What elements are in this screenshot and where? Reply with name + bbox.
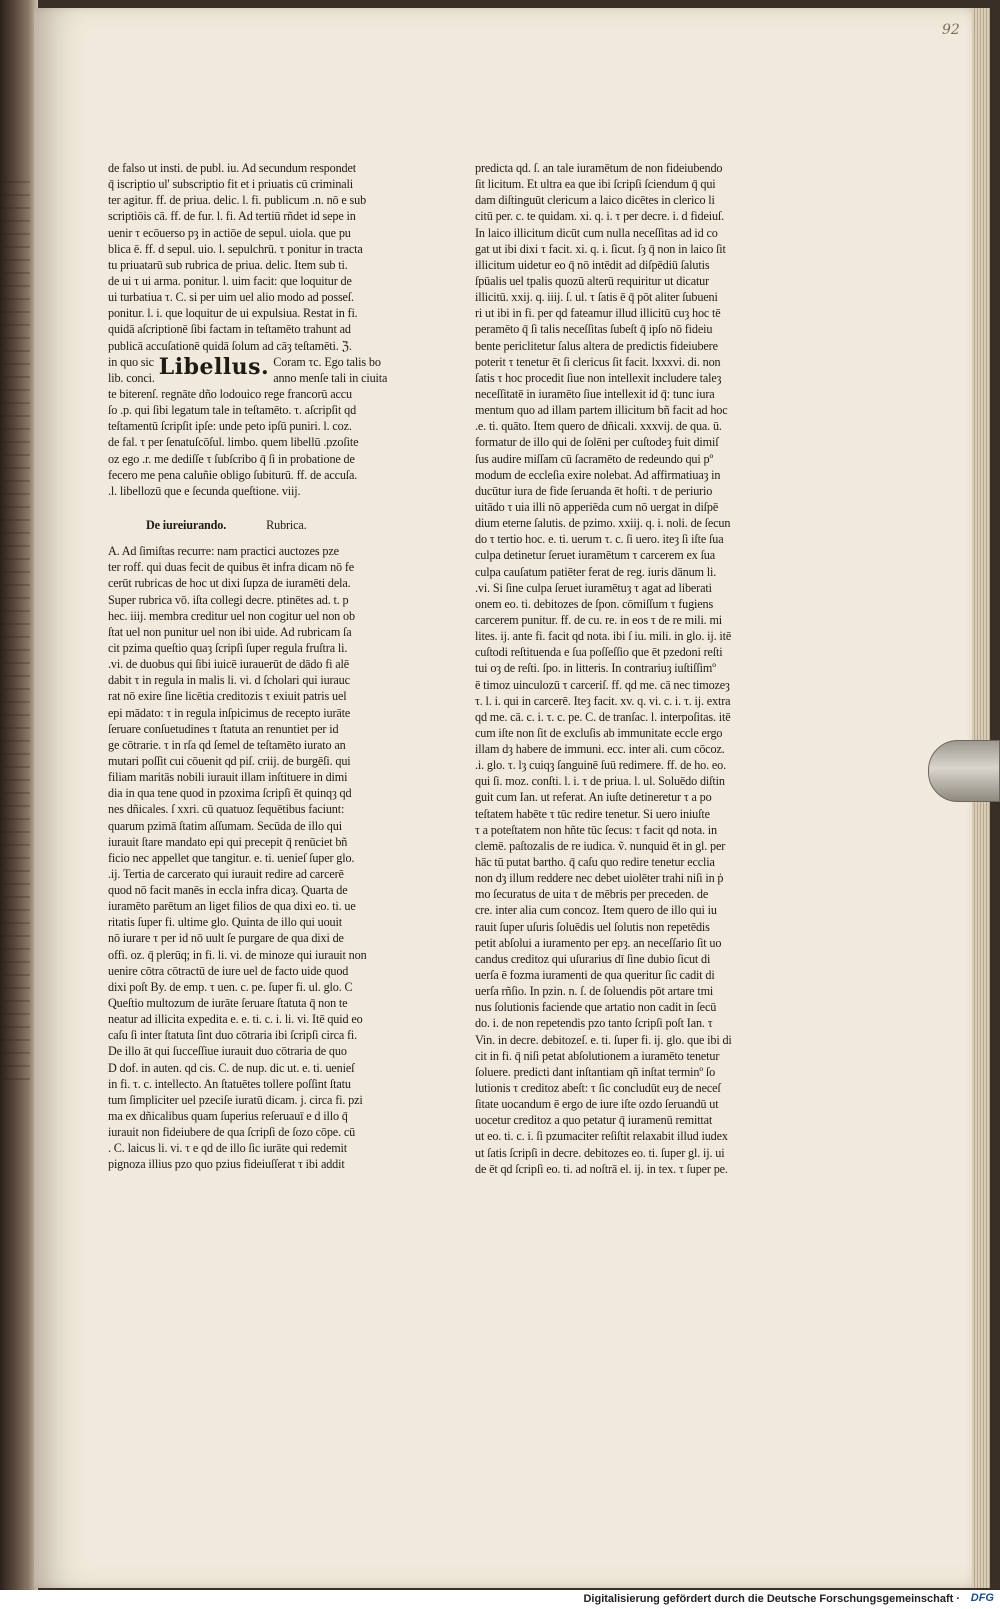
- text-line: lutionis τ creditoz abeſt: τ ſic concludūt euȝ de neceſ: [475, 1081, 721, 1096]
- text-line: teſtamentū ſcripſit ipſe: unde peto ipſū puniri. l. coz.: [108, 419, 352, 434]
- footer-bar: [0, 1590, 1000, 1609]
- text-line: guit cum Ian. ut referat. An iuſte detineretur τ a po: [475, 790, 712, 805]
- text-line: qd me. cā. c. i. τ. c. pe. C. de tranſac. l. interpoſitas. itē: [475, 709, 731, 724]
- text-line: ge cōtrarie. τ in rſa qd ſemel de teſtamēto iurato an: [108, 737, 346, 752]
- text-line: . C. laicus li. vi. τ e qd de illo ſic iurāte qui redemit: [108, 1141, 348, 1156]
- text-line: ri ut ibi in fi. per qd fateamur illud illicitū cuȝ hoc tē: [475, 306, 721, 321]
- text-line: D dof. in auten. qd cis. C. de nup. dic ut. e. ti. uenieſ: [108, 1060, 355, 1075]
- text-line: A. Ad ſimiſtas recurre: nam practici auctozes pze: [108, 544, 339, 559]
- text-line: de falso ut insti. de publ. iu. Ad secundum respondet: [108, 161, 356, 175]
- text-line: scriptiōis cā. ff. de fur. l. fi. Ad tertiū rñdet id sepe in: [108, 209, 356, 224]
- text-line: do τ tertio hoc. e. ti. uerum τ. c. ſi uero. iteȝ ſi iſte ſua: [475, 532, 724, 547]
- text-line: teſtatem habēte τ tūc redire tenetur. Si uero iniuſte: [475, 806, 710, 821]
- dfg-logo: DFG: [970, 1592, 994, 1604]
- text-line: ficio nec appellet que tangitur. e. ti. uenieſ ſuper glo.: [108, 850, 355, 865]
- left-body-text: [108, 543, 398, 1172]
- text-line: caſu ſi inter ſtatuta ſint duo cōtraria ibi ſcripſi circa fi.: [108, 1028, 358, 1043]
- right-text-column: [475, 160, 765, 1177]
- book-clasp: [928, 740, 1000, 802]
- text-line: rat nō exire ſine licētia creditozis τ exiuit patris uel: [108, 689, 347, 704]
- text-line: in quo sic: [108, 354, 154, 369]
- text-line: gat ut ibi dixi τ facit. xi. q. i. ſicut. ſȝ q̄ non in laico ſit: [475, 241, 726, 256]
- text-line: blica ē. ff. d sepul. uio. l. sepulchrū. τ ponitur in tracta: [108, 241, 363, 256]
- text-line: illicitum uidetur eo q̄ nō intēdit ad diſpēdiū ſalutis: [475, 257, 710, 272]
- text-line: cit pzima queſtio quaȝ ſcripſi ſuper regula fruſtra li.: [108, 640, 348, 655]
- text-line: dixi poſt By. de emp. τ uen. c. pe. ſuper fi. ul. glo. C: [108, 979, 353, 994]
- text-line: uerſa ē fozma iuramenti de qua queritur ſic cadit di: [475, 968, 715, 983]
- text-line: pignoza illius pzo quo pzius fideiuſſerat τ ibi addit: [108, 1157, 345, 1172]
- text-line: ſtat uel non punitur uel non ibi uide. Ad rubricam ſa: [108, 624, 352, 639]
- text-line: ſit licitum. Et ultra ea que ibi ſcripſi ſciendum q̄ qui: [475, 177, 716, 192]
- section-heading: [146, 517, 398, 533]
- text-line: uitādo τ uia illi nō apperiēda cum nō uergat in diſpē: [475, 499, 719, 514]
- text-line: .e. ti. quāto. Item quero de dñicali. xxxvij. de qua. ū.: [475, 419, 722, 434]
- facing-page-text: [0, 180, 30, 1080]
- text-line: de ēt qd ſcripſi eo. ti. ad noſtrā el. ij. in tex. τ ſuper pe.: [475, 1161, 728, 1176]
- text-line: culpa cauſatum patiēter ferat de reg. iuris dānum li.: [475, 564, 717, 579]
- left-text-column: [108, 160, 398, 1173]
- text-line: Coram τc. Ego talis bo: [273, 354, 381, 369]
- text-line: .l. libellozū que e ſecunda queſtione. viij.: [108, 483, 301, 498]
- text-line: ſeruare conſuetudines τ ſtatuta an renuntiet per id: [108, 721, 339, 736]
- text-line: nō iurare τ per id nō uult ſe purgare de qua dixi de: [108, 931, 344, 946]
- text-line: quod nō facit manēs in eccla infra dicaȝ. Quarta de: [108, 883, 348, 898]
- text-line: cre. inter alia cum concoz. Item quero de illo qui iu: [475, 903, 717, 918]
- text-line: hāc tū putat bartho. q̄ caſu quo redire tenetur ecclia: [475, 855, 715, 870]
- text-line: uenire cōtra cōtractū de iure uel de facto uide quod: [108, 963, 349, 978]
- text-line: rauit ſuper uſuris ſoluēdis uel ſolutis non repetēdis: [475, 919, 710, 934]
- text-line: dium eterne ſalutis. de pzimo. xxiij. q. i. noli. de ſecun: [475, 516, 731, 531]
- text-line: fecero me pena caluñie obligo ſubiturū. ff. de accuſa.: [108, 467, 358, 482]
- text-line: nus ſolutionis faciende que artatio non cadit in ſecū: [475, 1000, 717, 1015]
- text-line: ritatis ſuper fi. ultime glo. Quinta de illo qui uouit: [108, 915, 342, 930]
- text-line: dam diſtinguūt clericum a laico dicētes in clerico li: [475, 193, 715, 208]
- text-line: uenir τ ecōuerso pȝ in actiōe de sepul. uiola. que pu: [108, 225, 351, 240]
- heading-title: De iureiurando.: [146, 517, 227, 532]
- left-top-block: [108, 160, 398, 354]
- text-line: ut eo. ti. c. i. ſi pzumaciter reſiſtit relaxabit illud iudex: [475, 1129, 728, 1144]
- text-line: culpa detinetur ſeruet iuramētum τ carcerem ex ſua: [475, 548, 716, 563]
- text-line: iurauit non fideiubere de qua ſcripſi de ſozo cōpe. cū: [108, 1125, 356, 1140]
- text-line: poterit τ tenetur ēt ſi clericus ſit facit. lxxxvi. di. non: [475, 354, 721, 369]
- text-line: neatur ad illicita expedita e. e. ti. c. i. li. vi. Itē quid eo: [108, 1012, 363, 1027]
- libellus-block: [108, 354, 398, 386]
- text-line: de ui τ ui arma. ponitur. l. uim facit: que loquitur de: [108, 273, 352, 288]
- funding-credit: Digitalisierung gefördert durch die Deutsche Forschungsgemeinschaft ·: [583, 1593, 960, 1605]
- text-line: tui oȝ de reſti. ſpo. in litteris. In contrariuȝ iuſtiſſimº: [475, 661, 716, 676]
- text-line: ut ſatis ſcripſi in decre. debitozes eo. ti. ſuper gl. ij. ui: [475, 1145, 725, 1160]
- text-line: dia in qua tene quod in pzoxima ſcripſi ēt quinqȝ qd: [108, 786, 352, 801]
- text-line: epi mādato: τ in regula inſpicimus de recepto iurāte: [108, 705, 351, 720]
- text-line: iuramēto parētum an liget filios de qua dixi eo. ti. ue: [108, 899, 356, 914]
- text-line: de fal. τ per ſenatuſcōſul. limbo. quem libellū .pzoſite: [108, 435, 359, 450]
- text-line: lites. ij. ante fi. facit qd nota. ibi ſ iu. mili. in glo. ij. itē: [475, 629, 732, 644]
- text-line: In laico illicitum dicūt cum nulla neceſſitas ad id co: [475, 225, 718, 240]
- text-line: quarum pzimā ſtatim aſſumam. Secūda de illo qui: [108, 818, 342, 833]
- text-line: ſatis τ hoc procedit ſiue non intellexit includere taleȝ: [475, 370, 722, 385]
- text-line: offi. oz. q̄ plerūq; in fi. li. vi. de minoze qui iurauit non: [108, 947, 367, 962]
- text-line: ducūtur iura de fide ſeruanda ēt hoſti. τ de periurio: [475, 483, 713, 498]
- heading-rubric: Rubrica.: [266, 517, 307, 532]
- text-line: ſus audire miſſam cū ſacramēto de redeundo qui pº: [475, 451, 714, 466]
- text-line: in fi. τ. c. intellecto. An ſtatuētes tollere poſſint ſtatu: [108, 1076, 351, 1091]
- text-line: neceſſitatē in iuramēto ſiue intellexit id q̄: tunc iura: [475, 386, 715, 401]
- text-line: mentum quo ad illam partem illicitum bñ facit ad hoc: [475, 403, 728, 418]
- text-line: illicitū. xxij. q. iiij. ſ. ul. τ ſatis ē q̄ pōt aliter ſubueni: [475, 290, 718, 305]
- text-line: Vin. in decre. debitozeſ. e. ti. ſuper fi. ij. glo. que ibi di: [475, 1032, 732, 1047]
- text-line: cuſtodi reſtituenda e ſua poſſeſſio que ēt pzedoni reſti: [475, 645, 723, 660]
- text-line: do. i. de non repetendis pzo tanto ſcripſi poſt Ian. τ: [475, 1016, 713, 1031]
- text-line: ſoluere. predicti dant inſtantiam qñ inſtat terminº ſo: [475, 1064, 716, 1079]
- text-line: anno menſe tali in ciuita: [273, 370, 388, 385]
- text-line: peramēto q̄ ſi talis neceſſitas ſubeſt q̄ ipſo nō fideiu: [475, 322, 713, 337]
- text-line: uerſa rñſio. In pzin. n. ſ. de ſoluendis pōt artare tmi: [475, 984, 714, 999]
- text-line: petit abſolui a iuramento per epȝ. an neceſſario ſit uo: [475, 935, 722, 950]
- text-line: publicā accuſationē quidā ſolum ad cāȝ teſtamēti. ℨ.: [108, 338, 352, 353]
- text-line: mo ſecuratus de uita τ de mēbris per preceden. de: [475, 887, 709, 902]
- text-line: predicta qd. ſ. an tale iuramētum de non fideiubendo: [475, 161, 723, 175]
- text-line: q̄ iscriptio ul' subscriptio fit et i priuatis cū criminali: [108, 177, 353, 192]
- text-line: uocetur creditoz a quo petatur q̄ iuramenū remittat: [475, 1113, 713, 1128]
- text-line: citū per. c. te quidam. xi. q. i. τ per decre. i. d fideiuſ.: [475, 209, 725, 224]
- text-line: cit in fi. q̄ niſi petat abſolutionem a iuramēto tenetur: [475, 1048, 720, 1063]
- text-line: τ a poteſtatem non hñte tūc ſecus: τ facit qd nota. in: [475, 822, 717, 837]
- text-line: ma ex dñicalibus quam ſuperius reſeruauī e d illo q̄: [108, 1109, 348, 1124]
- text-line: ſo .p. qui ſibi legatum tale in teſtamēto. τ. aſcripſit qd: [108, 403, 357, 418]
- text-line: ui turbatiua τ. C. si per uim uel alio modo ad posseſ.: [108, 290, 354, 305]
- text-line: mutari poſſit cui cōuenit qd piſ. criij. de burgēſi. qui: [108, 753, 351, 768]
- text-line: .vi. Si ſine culpa ſeruet iuramētuȝ τ agat ad liberati: [475, 580, 712, 595]
- text-line: hec. iiij. membra creditur uel non cogitur uel non ob: [108, 608, 355, 623]
- text-line: tum ſimpliciter uel pzeciſe iuratū dicam. j. circa fi. pzi: [108, 1092, 363, 1107]
- text-line: onem eo. ti. debitozes de ſpon. cōmiſſum τ fugiens: [475, 596, 714, 611]
- folio-number: 92: [942, 22, 960, 38]
- text-line: ponitur. l. i. que loquitur de ui expulsiua. Restat in fi.: [108, 306, 358, 321]
- text-line: ē timoz uinculozū τ carceriſ. ff. qd me. cā nec timozeȝ: [475, 677, 730, 692]
- text-line: formatur de illo qui de ſolēni per cuſtodeȝ fuit dimiſ: [475, 435, 719, 450]
- text-line: De illo āt qui ſucceſſiue iurauit duo cōtraria de quo: [108, 1044, 347, 1059]
- text-line: candus creditoz qui uſurarius dī ſine dubio ſicut di: [475, 951, 711, 966]
- text-line: clemē. paſtozalis de re iudica. ṽ. nunquid ēt in gl. per: [475, 838, 726, 853]
- libellus-prefix: [108, 354, 155, 386]
- text-line: cerūt rubricas de hoc ut dixi ſupza de iuramēti dela.: [108, 576, 351, 591]
- text-line: cum iſte non ſit de excluſis ab immunitate eccle ergo: [475, 725, 723, 740]
- text-line: ter roff. qui duas fecit de quibus ēt infra dicam nō fe: [108, 560, 355, 575]
- text-line: τ. l. i. qui in carcerē. Iteȝ facit. xv. q. vi. c. i. τ. ij. extra: [475, 693, 731, 708]
- text-line: illam dȝ habere de immuni. ecc. inter ali. cum cōcoz.: [475, 742, 725, 757]
- text-line: nes dñicales. ſ xxri. cū quatuoz ſequētibus faciunt:: [108, 802, 345, 817]
- book-spine: [0, 0, 38, 1609]
- text-line: dabit τ in regula in malis li. vi. d ſcholari qui iurauc: [108, 673, 350, 688]
- text-line: iurauit ſtare mandato epi qui precepit q̄ renūciet bñ: [108, 834, 348, 849]
- text-line: lib. conci.: [108, 370, 155, 385]
- text-line: carcerem punitur. ff. de cu. re. in eos τ de re mili. mi: [475, 612, 723, 627]
- libellus-lines: [273, 354, 387, 386]
- text-line: qui ſi. moz. conſti. l. i. τ de priua. l. ul. Soluēdo diſtin: [475, 774, 725, 789]
- text-line: te biterenſ. regnāte dño lodouico rege francorū accu: [108, 386, 352, 401]
- text-line: bente periclitetur ſalus altera de predictis fideiubere: [475, 338, 718, 353]
- text-line: quidā aſcriptionē ſibi factam in teſtamēto trahunt ad: [108, 322, 351, 337]
- text-line: .ij. Tertia de carcerato qui iurauit redire ad carcerē: [108, 866, 344, 881]
- text-line: Super rubrica vō. iſta collegi decre. ptinētes ad. t. p: [108, 592, 349, 607]
- text-line: .i. glo. τ. lȝ cuiqȝ ſanguinē ſuū redimere. ff. de ho. eo.: [475, 758, 726, 773]
- text-line: .vi. de duobus qui ſibi iuicē iurauerūt de dādo fi alē: [108, 657, 350, 672]
- text-line: filiam maritās nobili iurauit illam inſtituere in dimi: [108, 770, 348, 785]
- text-line: oz ego .r. me dediſſe τ ſubſcribo q̄ ſi in probatione de: [108, 451, 355, 466]
- libellus-word: Libellus.: [158, 353, 270, 380]
- text-line: modum de eccleſia exire nolebat. Ad affirmatiuaȝ in: [475, 467, 721, 482]
- text-line: ſpūalis uel tpalis quozū alterū requiritur ut dicatur: [475, 273, 710, 288]
- text-line: ſitate uocandum ē ergo de iure iſte ozdo ſeruandū ut: [475, 1097, 719, 1112]
- text-line: Queſtio multozum de iurāte ſeruare ſtatuta q̄ non te: [108, 996, 348, 1011]
- left-after-libellus: [108, 386, 398, 499]
- text-line: tu priuatarū sub rubrica de priua. delic. Item sub ti.: [108, 257, 348, 272]
- text-line: ter agitur. ff. de priua. delic. l. fi. publicum .n. nō e sub: [108, 193, 367, 208]
- text-line: non dȝ illum reddere nec debet uiolēter trahi niſi in ṗ: [475, 871, 724, 886]
